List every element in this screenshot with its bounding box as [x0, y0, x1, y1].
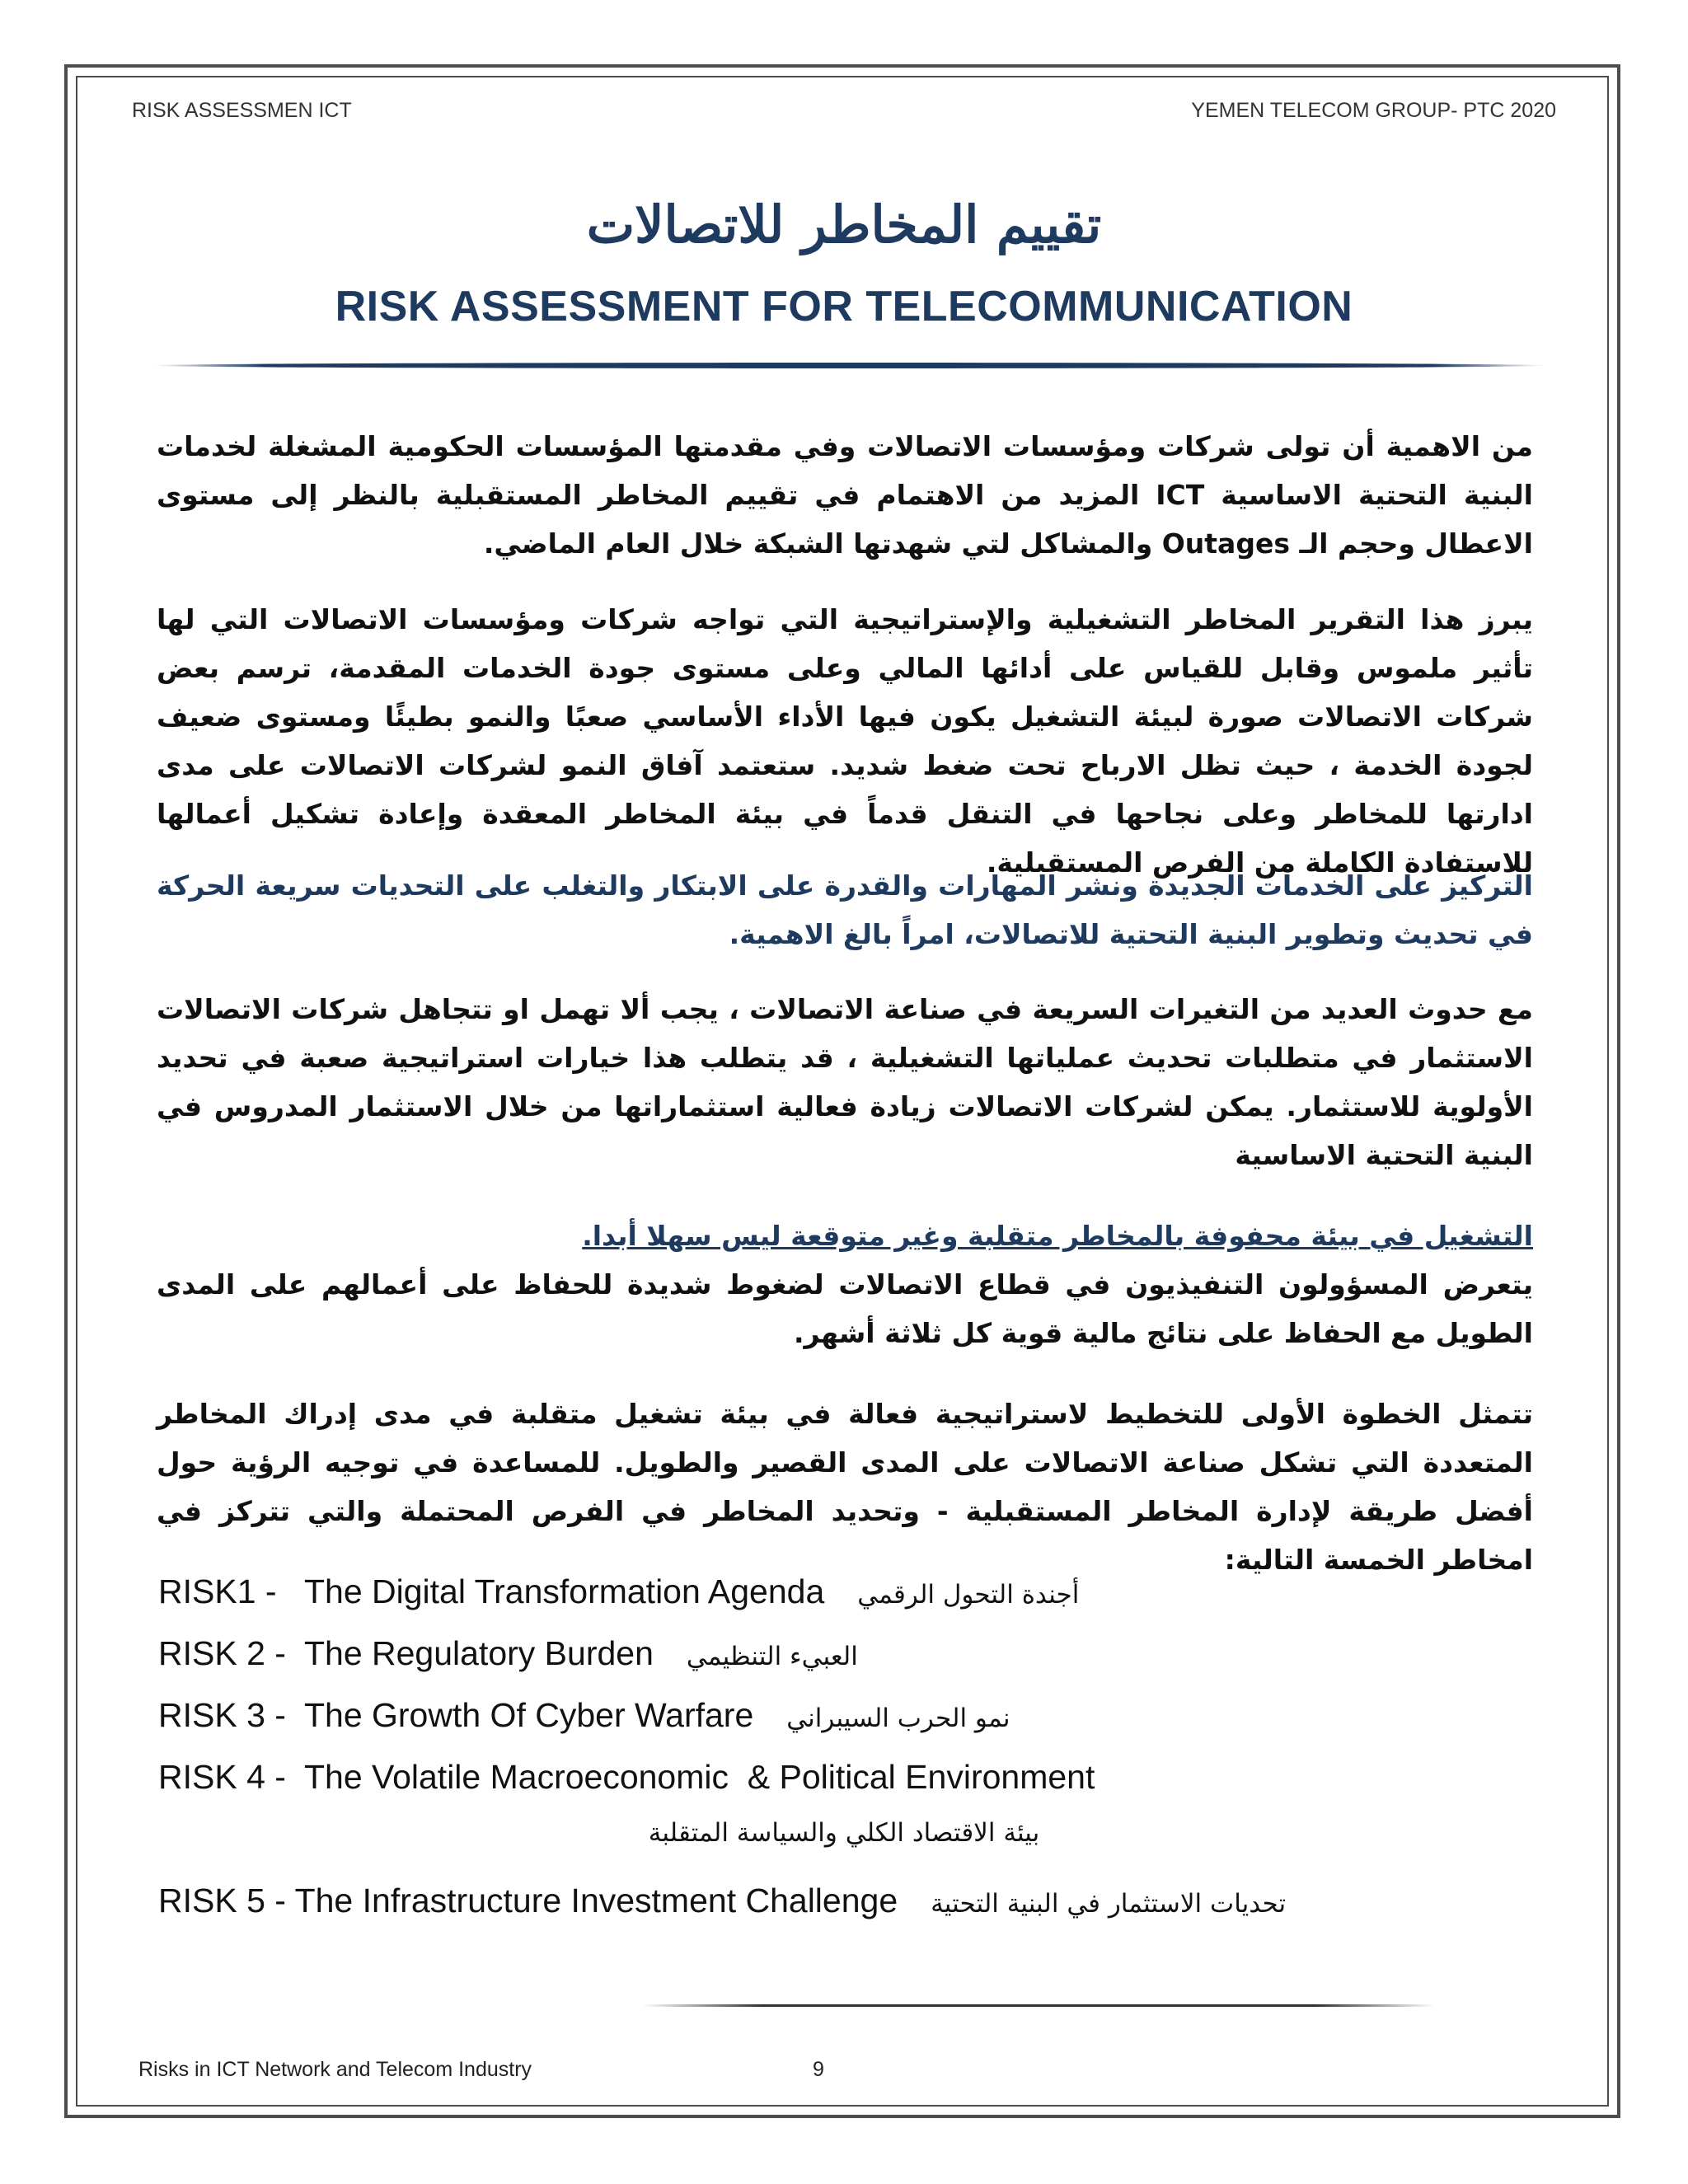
risk-item-1 — [158, 1572, 1079, 1611]
paragraph-5: يتعرض المسؤولون التنفيذيون في قطاع الاتصالات لضغوط شديدة للحفاظ على أعمالهم على المدى الطويل مع الحفاظ على نتائج مالية قوية كل ثلاثة أشهر. — [157, 1268, 1533, 1349]
risk-item-2 — [158, 1634, 858, 1673]
risk-label: RISK 2 - The Regulatory Burden — [158, 1634, 654, 1672]
risk-item-5 — [158, 1882, 1286, 1920]
title-divider — [152, 363, 1545, 368]
paragraph-3: التركيز على الخدمات الجديدة ونشر المهارات والقدرة على الابتكار والتغلب على التحديات سريعة الحركة في تحديث وتطوير البنية التحتية للاتصالات، امراً بالغ الاهمية. — [157, 869, 1533, 950]
risk-label: RISK 3 - The Growth Of Cyber Warfare — [158, 1696, 754, 1734]
footer-divider — [643, 2004, 1434, 2007]
risk-arabic: نمو الحرب السيبراني — [786, 1704, 1010, 1733]
paragraph-1: من الاهمية أن تولى شركات ومؤسسات الاتصالات وفي مقدمتها المؤسسات الحكومية المشغلة لخدمات البنية التحتية الاساسية ICT المزيد من الاهتمام في تقييم المخاطر المستقبلية بالنظر إلى مستوى الاعطال وحجم الـ Outages والمشاكل لتي شهدتها الشبكة خلال العام الماضي. — [157, 430, 1533, 560]
section-heading: التشغيل في بيئة محفوفة بالمخاطر متقلبة وغير متوقعة ليس سهلا أبدا. — [582, 1220, 1533, 1252]
footer-title: Risks in ICT Network and Telecom Industry — [138, 2058, 532, 2081]
risk-4-arabic: بيئة الاقتصاد الكلي والسياسة المتقلبة — [648, 1818, 1040, 1848]
paragraph-strategy — [157, 1390, 1533, 1584]
risk-item-3 — [158, 1696, 1010, 1735]
paragraph-report — [157, 595, 1533, 887]
paragraph-operating — [157, 1212, 1533, 1357]
page-title-arabic: تقييم المخاطر للاتصالات — [586, 194, 1102, 255]
paragraph-4: مع حدوث العديد من التغيرات السريعة في صناعة الاتصالات ، يجب ألا تهمل او تتجاهل شركات الاتصالات الاستثمار في متطلبات تحديث عملياتها التشغيلية ، قد يتطلب هذا خيارات استراتيجية صعبة في تحديد الأولوية للاستثمار. يمكن لشركات الاتصالات زيادة فعالية استثماراتها من خلال الاستثمار المدروس في البنية التحتية الاساسية — [157, 993, 1533, 1171]
risk-arabic: تحديات الاستثمار في البنية التحتية — [931, 1889, 1287, 1919]
paragraph-intro — [157, 422, 1533, 568]
risk-item-4 — [158, 1758, 1095, 1797]
risk-arabic: العبيء التنظيمي — [686, 1642, 858, 1671]
risk-label: RISK1 - The Digital Transformation Agenda — [158, 1572, 825, 1610]
paragraph-changes — [157, 985, 1533, 1179]
risk-label: RISK 5 - The Infrastructure Investment Challenge — [158, 1882, 898, 1919]
page-title-english: RISK ASSESSMENT FOR TELECOMMUNICATION — [335, 283, 1353, 330]
header-left: RISK ASSESSMEN ICT — [132, 99, 352, 122]
paragraph-highlight — [157, 861, 1533, 958]
risk-arabic: أجندة التحول الرقمي — [857, 1580, 1080, 1610]
header-right: YEMEN TELECOM GROUP- PTC 2020 — [1191, 99, 1556, 122]
risk-label: RISK 4 - The Volatile Macroeconomic & Political Environment — [158, 1758, 1095, 1796]
paragraph-6: تتمثل الخطوة الأولى للتخطيط لاستراتيجية فعالة في بيئة تشغيل متقلبة في مدى إدراك المخاطر المتعددة التي تشكل صناعة الاتصالات على المدى القصير والطويل. للمساعدة في توجيه الرؤية حول أفضل طريقة لإدارة المخاطر المستقبلية - وتحديد المخاطر في الفرص المحتملة والتي تتركز في امخاطر الخمسة التالية: — [157, 1398, 1533, 1576]
page-number: 9 — [813, 2058, 824, 2081]
paragraph-2: يبرز هذا التقرير المخاطر التشغيلية والإستراتيجية التي تواجه شركات ومؤسسات الاتصالات التي لها تأثير ملموس وقابل للقياس على أدائها المالي وعلى مستوى جودة الخدمات المقدمة، ترسم بعض شركات الاتصالات صورة لبيئة التشغيل يكون فيها الأداء الأساسي صعبًا والنمو بطيئًا ومستوى ضعيف لجودة الخدمة ، حيث تظل الارباح تحت ضغط شديد. ستعتمد آفاق النمو لشركات الاتصالات على مدى ادارتها للمخاطر وعلى نجاحها في التنقل قدماً في بيئة المخاطر المعقدة وإعادة تشكيل أعمالها للاستفادة الكاملة من الفرص المستقبلية. — [157, 603, 1533, 879]
